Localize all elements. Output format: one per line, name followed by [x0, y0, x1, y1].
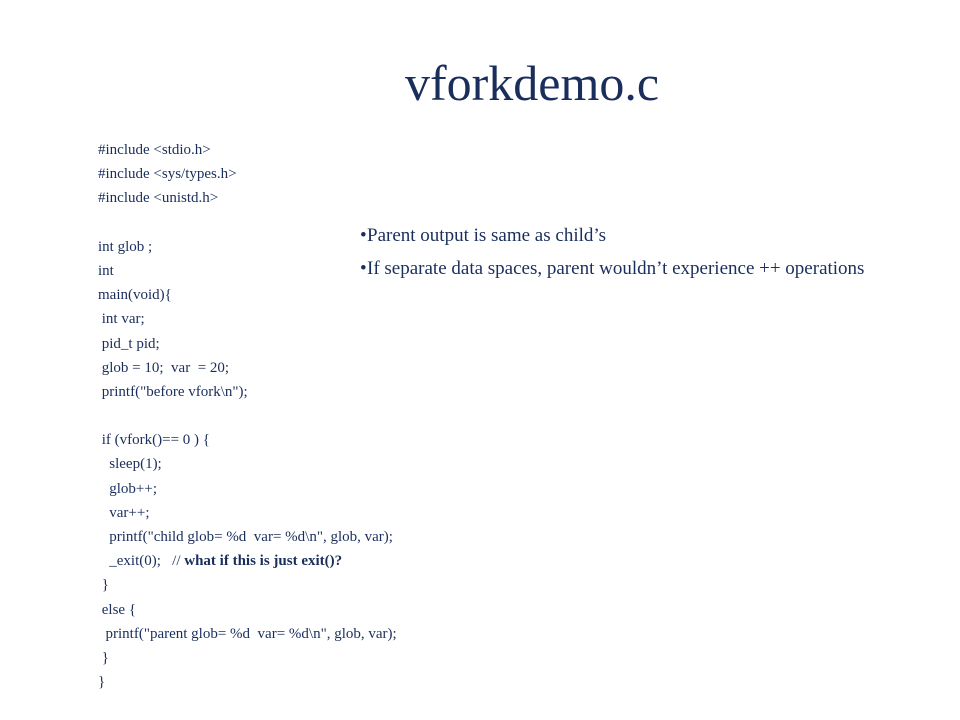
code-text: pid_t pid; [98, 335, 160, 352]
code-line [98, 646, 658, 670]
bullet-icon: • [360, 225, 367, 246]
code-text: } [98, 577, 109, 594]
code-text: printf("parent glob= %d var= %d\n", glob, var); [98, 625, 397, 642]
code-text: int var; [98, 311, 145, 328]
code-line [98, 525, 658, 549]
code-text: if (vfork()== 0 ) { [98, 432, 211, 449]
note-item [360, 257, 920, 280]
note-text: Parent output is same as child’s [367, 225, 607, 246]
code-line [98, 573, 658, 597]
code-text: sleep(1); [98, 456, 162, 473]
code-text: _exit(0); // [98, 553, 185, 570]
note-text: If separate data spaces, parent wouldn’t experience ++ operations [367, 258, 865, 279]
code-text: var++; [98, 504, 150, 521]
notes-list [360, 224, 920, 290]
code-line [98, 380, 658, 404]
bullet-icon: • [360, 258, 367, 279]
code-line [98, 428, 658, 452]
code-line [98, 549, 658, 573]
code-line [98, 307, 658, 331]
code-line [98, 332, 658, 356]
code-text: glob = 10; var = 20; [98, 359, 230, 376]
code-text: else { [98, 601, 137, 618]
note-item [360, 224, 920, 247]
code-text: int glob ; [98, 238, 153, 255]
code-text: } [98, 649, 109, 666]
code-text: #include <sys/types.h> [98, 166, 237, 183]
code-text: printf("child glob= %d var= %d\n", glob, var); [98, 529, 393, 545]
code-comment: what if this is just exit()? [184, 553, 343, 570]
code-line [98, 477, 658, 501]
code-line [98, 670, 658, 694]
code-line [98, 186, 658, 210]
code-line [98, 501, 658, 525]
code-text: printf("before vfork\n"); [98, 383, 248, 400]
code-text: #include <stdio.h> [98, 142, 211, 158]
code-line [98, 138, 658, 162]
code-text: #include <unistd.h> [98, 190, 219, 207]
code-line [98, 356, 658, 380]
code-text: glob++; [98, 480, 158, 497]
code-text: int [98, 262, 114, 279]
code-line [98, 404, 658, 428]
code-text: } [98, 674, 106, 691]
code-line [98, 452, 658, 476]
code-listing [98, 138, 658, 694]
code-line [98, 622, 658, 646]
code-text: main(void){ [98, 287, 172, 304]
code-line [98, 598, 658, 622]
slide-title: vforkdemo.c [404, 55, 660, 111]
code-line [98, 162, 658, 186]
